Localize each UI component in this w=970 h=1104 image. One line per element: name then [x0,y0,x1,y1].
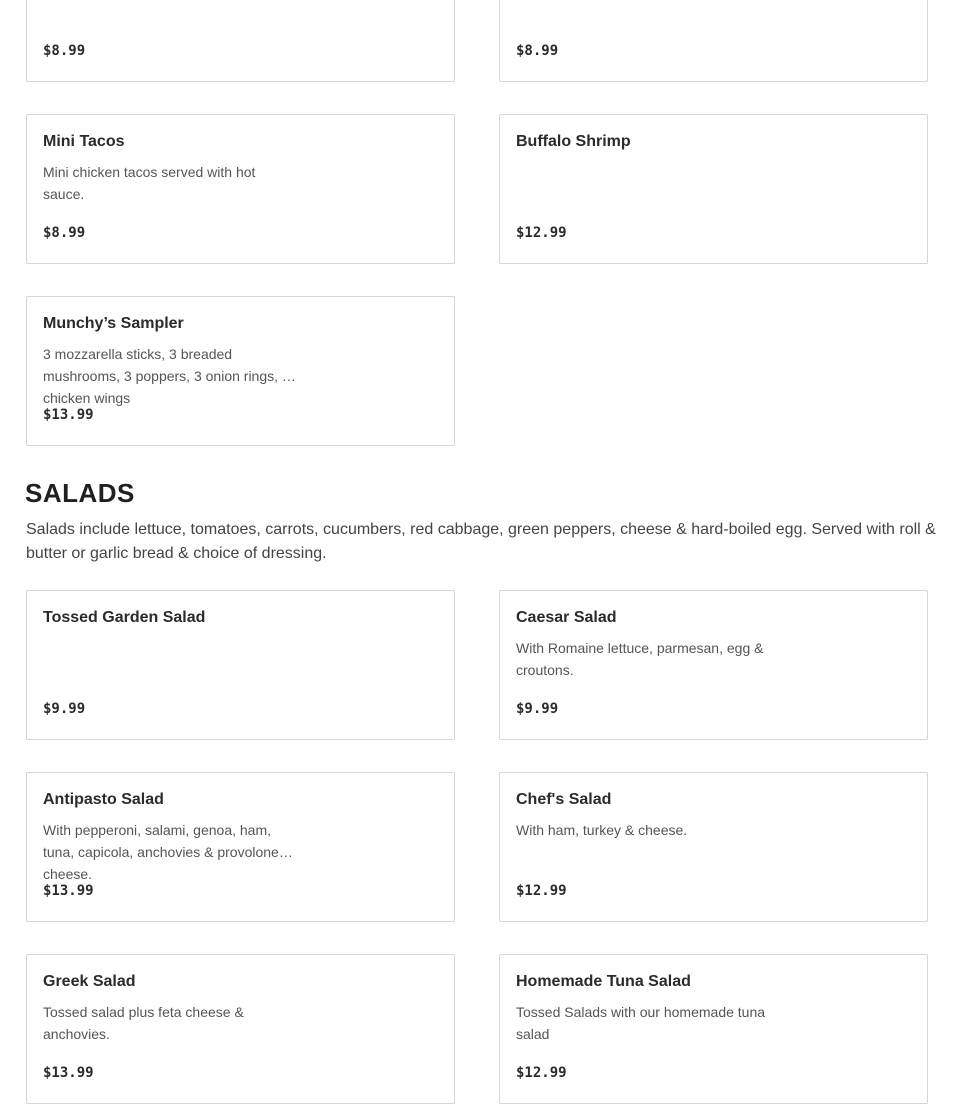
menu-item-name: Greek Salad [43,973,136,990]
menu-item-price: $13.99 [43,1065,94,1081]
menu-item-card[interactable] [26,0,455,82]
menu-item-card-homemade-tuna-salad[interactable] [499,954,928,1104]
menu-item-card[interactable] [499,0,928,82]
menu-item-description: Tossed salad plus feta cheese & anchovies. [43,1004,244,1042]
menu-item-price: $8.99 [43,43,86,59]
menu-item-card-mini-tacos[interactable] [26,114,455,264]
menu-item-price: $9.99 [43,701,86,717]
section-title-salads: SALADS [25,478,135,508]
menu-item-description: With ham, turkey & cheese. [516,822,688,838]
menu-item-price: $13.99 [43,883,94,899]
menu-item-name: Homemade Tuna Salad [516,973,691,990]
menu-item-price: $12.99 [516,225,567,241]
menu-item-name: Munchy’s Sampler [43,315,184,332]
menu-item-name: Antipasto Salad [43,791,164,808]
menu-item-name: Mini Tacos [43,133,125,150]
menu-item-name: Chef's Salad [516,791,612,808]
menu-item-card-munchys-sampler[interactable] [26,296,455,446]
menu-item-price: $9.99 [516,701,559,717]
menu-item-price: $12.99 [516,883,567,899]
menu-item-card-greek-salad[interactable] [26,954,455,1104]
menu-item-name: Tossed Garden Salad [43,609,206,626]
menu-item-description: 3 mozzarella sticks, 3 breaded mushrooms, 3 poppers, 3 onion rings, 3 chicken wings [43,346,290,406]
menu-item-price: $8.99 [43,225,86,241]
menu-item-description: Mini chicken tacos served with hot sauce. [43,164,256,202]
menu-item-card-chefs-salad[interactable] [499,772,928,922]
menu-item-description: With pepperoni, salami, genoa, ham, tuna, capicola, anchovies & provolone cheese. [43,822,279,882]
menu-item-card-buffalo-shrimp[interactable] [499,114,928,264]
menu-item-card-caesar-salad[interactable] [499,590,928,740]
menu-item-name: Buffalo Shrimp [516,133,631,150]
menu-item-card-tossed-garden-salad[interactable] [26,590,455,740]
menu-item-price: $12.99 [516,1065,567,1081]
menu-item-price: $8.99 [516,43,559,59]
menu-item-description: With Romaine lettuce, parmesan, egg & croutons. [516,640,764,678]
menu-item-card-antipasto-salad[interactable] [26,772,455,922]
section-description: Salads include lettuce, tomatoes, carrots, cucumbers, red cabbage, green peppers, cheese & hard-boiled egg. Served with roll & butter or garlic bread & choice of dressing. [26,521,936,562]
menu-item-name: Caesar Salad [516,609,617,626]
menu-item-price: $13.99 [43,407,94,423]
menu-item-description: Tossed Salads with our homemade tuna salad [516,1004,766,1042]
